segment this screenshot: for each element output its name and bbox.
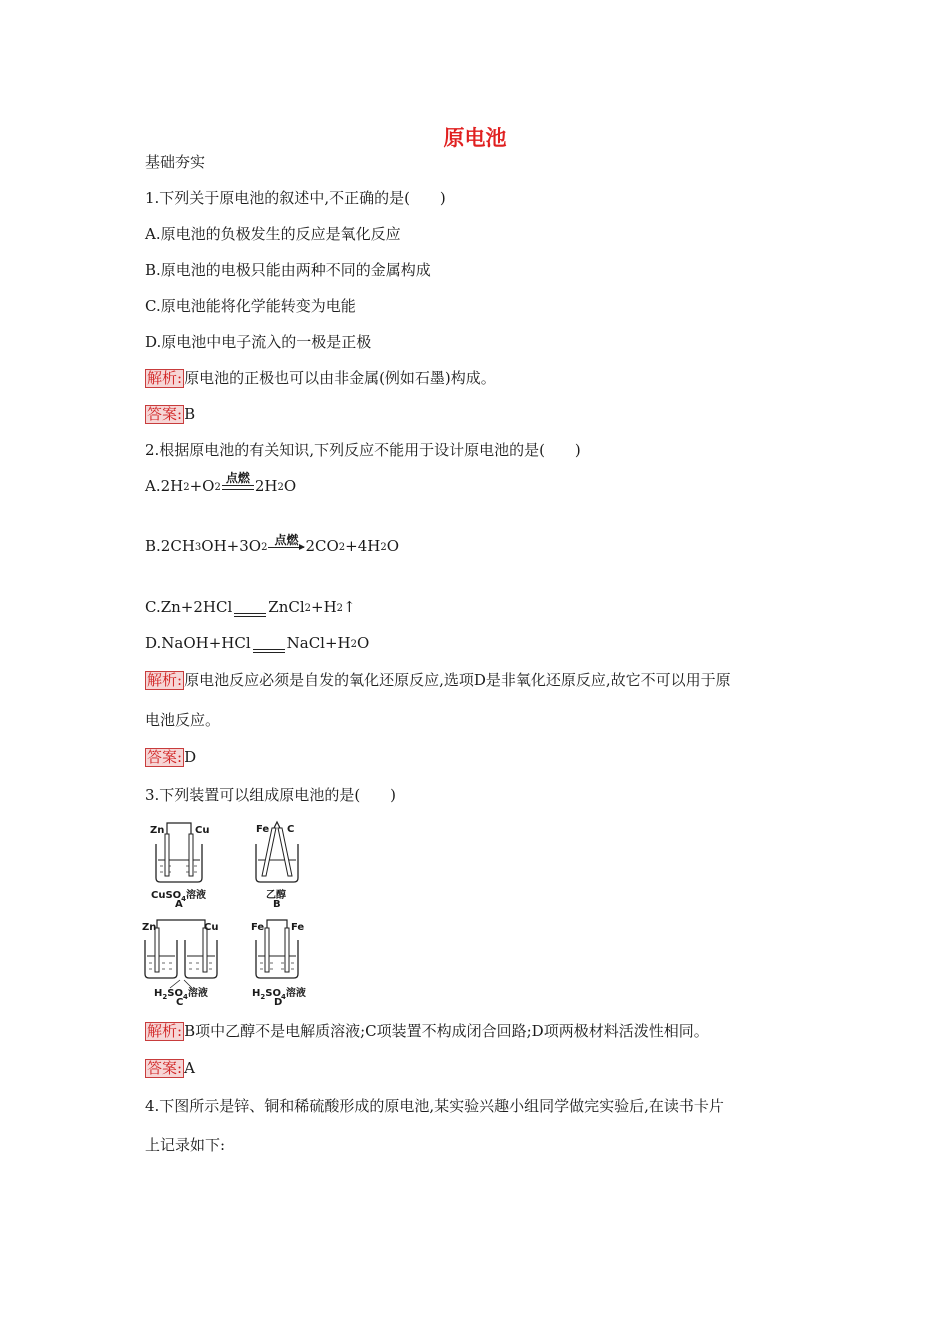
q3-answer — [145, 1058, 195, 1078]
apparatus-letter: D — [274, 997, 283, 1008]
answer-tag: 答案: — [147, 405, 183, 423]
reaction-arrow-icon — [268, 547, 304, 548]
right-electrode-label: Cu — [204, 922, 219, 933]
q2-stem: 2.根据原电池的有关知识,下列反应不能用于设计原电池的是( ) — [145, 441, 581, 459]
left-electrode-label: Zn — [142, 922, 157, 933]
q2-option-a: A. 2H $_2$ +O $_2$ 点燃 2H $_2$ O — [145, 471, 297, 495]
q2-analysis-cont: 电池反应。 — [145, 711, 221, 729]
q1-analysis — [145, 368, 496, 388]
apparatus-b — [250, 820, 310, 912]
solution-label: $H_2SO_4$溶液 — [154, 988, 208, 1001]
condition-label: 点燃 — [274, 533, 299, 547]
equals-sign — [253, 649, 285, 653]
equals-sign — [234, 613, 266, 617]
right-electrode-label: Fe — [291, 922, 305, 933]
analysis-tag: 解析: — [147, 671, 183, 689]
analysis-tag: 解析: — [147, 1022, 183, 1040]
q1-stem: 1.下列关于原电池的叙述中,不正确的是( ) — [145, 189, 446, 207]
apparatus-letter: A — [175, 899, 183, 910]
solution-label: CuSO$_4$溶液 — [151, 890, 207, 903]
q2-analysis-text-1: 原电池反应必须是自发的氧化还原反应,选项D是非氧化还原反应,故它不可以用于原 — [184, 671, 731, 689]
q3-analysis-text: B项中乙醇不是电解质溶液;C项装置不构成闭合回路;D项两极材料活泼性相同。 — [184, 1022, 709, 1040]
section-heading: 基础夯实 — [145, 153, 206, 171]
q2-answer-value: D — [184, 748, 197, 766]
q3-analysis — [145, 1021, 709, 1041]
apparatus-d — [248, 918, 310, 1010]
apparatus-letter: C — [176, 997, 184, 1008]
q2-answer — [145, 747, 196, 767]
right-electrode-label: Cu — [195, 825, 210, 836]
analysis-tag: 解析: — [147, 369, 183, 387]
answer-tag: 答案: — [147, 748, 183, 766]
right-electrode-label: C — [287, 824, 295, 835]
q2-option-c: C. Zn+2HCl ZnCl $_2$ +H $_2$ ↑ — [145, 598, 356, 616]
q1-option-a: A.原电池的负极发生的反应是氧化反应 — [145, 225, 401, 243]
q3-stem: 3.下列装置可以组成原电池的是( ) — [145, 786, 397, 804]
apparatus-letter: B — [273, 899, 281, 910]
equals-sign — [222, 485, 254, 490]
left-electrode-label: Zn — [150, 825, 165, 836]
q1-analysis-text: 原电池的正极也可以由非金属(例如石墨)构成。 — [184, 369, 496, 387]
q2-option-b: B. 2CH $_3$ OH+3O $_2$ 点燃 2CO $_2$ +4H $_2$ O — [145, 533, 400, 555]
answer-tag: 答案: — [147, 1059, 183, 1077]
solution-label: $H_2SO_4$溶液 — [252, 988, 306, 1001]
q2-analysis — [145, 670, 731, 690]
q4-stem-1: 4.下图所示是锌、铜和稀硫酸形成的原电池,某实验兴趣小组同学做完实验后,在读书卡片 — [145, 1097, 724, 1115]
page-title: 原电池 — [443, 126, 507, 150]
q2-option-d: D. NaOH+HCl NaCl+H $_2$ O — [145, 634, 370, 652]
apparatus-a — [148, 820, 218, 912]
q1-option-c: C.原电池能将化学能转变为电能 — [145, 297, 356, 315]
q1-answer — [145, 404, 195, 424]
apparatus-c — [140, 918, 224, 1010]
q4-stem-2: 上记录如下: — [145, 1136, 226, 1154]
q1-option-d: D.原电池中电子流入的一极是正极 — [145, 333, 372, 351]
q3-answer-value: A — [184, 1059, 195, 1077]
q1-answer-value: B — [184, 405, 196, 423]
solution-label: 乙醇 — [266, 890, 286, 901]
q1-option-b: B.原电池的电极只能由两种不同的金属构成 — [145, 261, 431, 279]
condition-label: 点燃 — [225, 471, 250, 485]
left-electrode-label: Fe — [251, 922, 265, 933]
left-electrode-label: Fe — [256, 824, 270, 835]
